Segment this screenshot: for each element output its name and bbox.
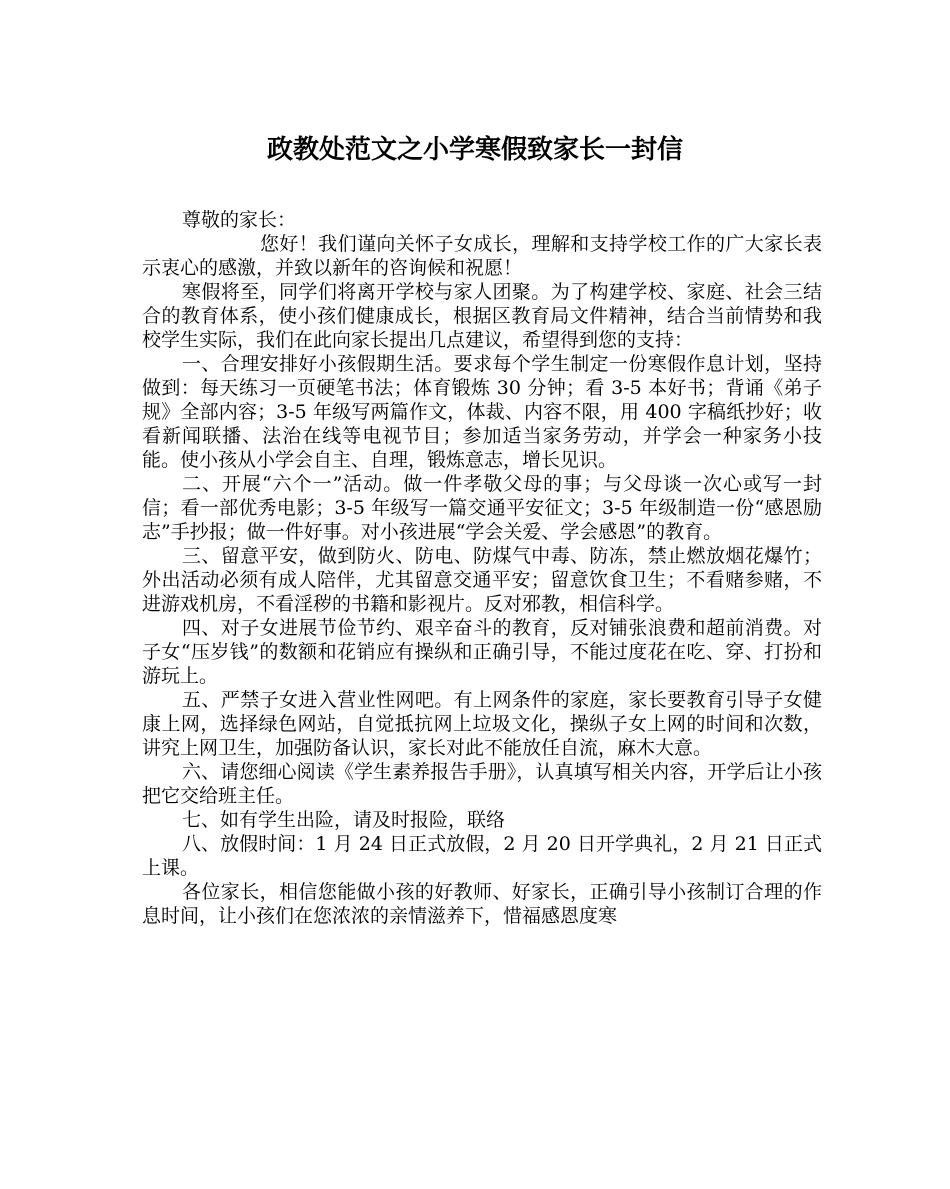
item-1-paragraph: 一、合理安排好小孩假期生活。要求每个学生制定一份寒假作息计划，坚持做到：每天练习一页硬笔书法；体育锻炼 30 分钟；看 3-5 本好书；背诵《弟子规》全部内容；3-5 年级写两篇作文，体裁、内容不限，用 400 字稿纸抄好；收看新闻联播、法治在线等电视节目；参加适当家务劳动，并学会一种家务小技能。使小孩从小学会自主、自理，锻炼意志，增长见识。 bbox=[142, 353, 822, 471]
item-2-paragraph: 二、开展“六个一”活动。做一件孝敬父母的事；与父母谈一次心或写一封信；看一部优秀电影；3-5 年级写一篇交通平安征文；3-5 年级制造一份“感恩励志”手抄报；做一件好事。对小孩进展“学会关爱、学会感恩”的教育。 bbox=[142, 473, 822, 543]
salutation: 尊敬的家长： bbox=[182, 209, 297, 231]
item-8-paragraph: 八、放假时间：1 月 24 日正式放假，2 月 20 日开学典礼，2 月 21 日正式上课。 bbox=[142, 833, 822, 879]
greeting-paragraph: 您好！我们谨向关怀子女成长，理解和支持学校工作的广大家长表示衷心的感激，并致以新年的咨询候和祝愿！ bbox=[142, 233, 822, 279]
document-body bbox=[142, 208, 822, 928]
item-7-paragraph: 七、如有学生出险，请及时报险，联络 bbox=[182, 809, 506, 831]
item-5-paragraph: 五、严禁子女进入营业性网吧。有上网条件的家庭，家长要教育引导子女健康上网，选择绿色网站，自觉抵抗网上垃圾文化，操纵子女上网的时间和次数，讲究上网卫生，加强防备认识，家长对此不能放任自流，麻木大意。 bbox=[142, 689, 822, 759]
item-6-paragraph: 六、请您细心阅读《学生素养报告手册》，认真填写相关内容，开学后让小孩把它交给班主任。 bbox=[142, 761, 822, 807]
closing-paragraph: 各位家长，相信您能做小孩的好教师、好家长，正确引导小孩制订合理的作息时间，让小孩们在您浓浓的亲情滋养下，惜福感恩度寒 bbox=[142, 881, 822, 927]
intro-paragraph: 寒假将至，同学们将离开学校与家人团聚。为了构建学校、家庭、社会三结合的教育体系，使小孩们健康成长，根据区教育局文件精神，结合当前情势和我校学生实际，我们在此向家长提出几点建议，希望得到您的支持： bbox=[142, 281, 822, 351]
item-3-paragraph: 三、留意平安，做到防火、防电、防煤气中毒、防冻，禁止燃放烟花爆竹；外出活动必须有成人陪伴，尤其留意交通平安；留意饮食卫生；不看赌参赌，不进游戏机房，不看淫秽的书籍和影视片。反对邪教，相信科学。 bbox=[142, 545, 822, 615]
document-title: 政教处范文之小学寒假致家长一封信 bbox=[266, 135, 683, 165]
item-4-paragraph: 四、对子女进展节俭节约、艰辛奋斗的教育，反对铺张浪费和超前消费。对子女“压岁钱”的数额和花销应有操纵和正确引导，不能过度花在吃、穿、打扮和游玩上。 bbox=[142, 617, 822, 687]
